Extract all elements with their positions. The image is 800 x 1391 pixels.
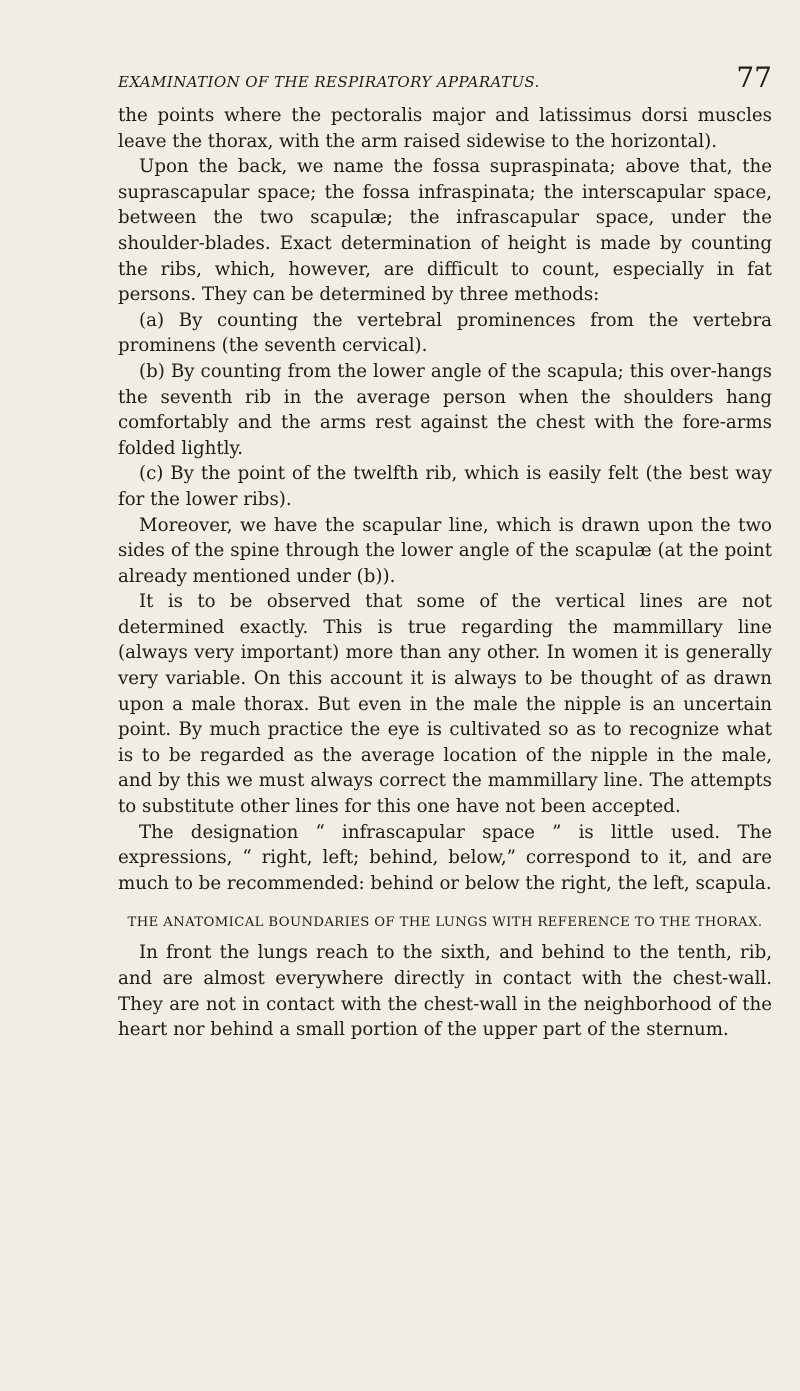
- paragraph-back-regions: Upon the back, we name the fossa supraspinata; above that, the suprascapular space; the fossa infraspinata; the interscapular space, between the two scapulæ; the infrascapular space, under the shoulder-blades. Exact determination of height is made by counting the ribs, which, however, are difficult to count, especially in fat persons. They can be determined by three methods:: [118, 156, 772, 306]
- page-body: [118, 103, 772, 1043]
- page-number: 77: [736, 61, 772, 94]
- paragraph-lung-boundaries: In front the lungs reach to the sixth, and behind to the tenth, rib, and are almost everywhere directly in contact with the chest-wall. They are not in contact with the chest-wall in the neighborhood of the heart nor behind a small portion of the upper part of the sternum.: [118, 942, 772, 1041]
- paragraph-mammillary-line: It is to be observed that some of the vertical lines are not determined exactly. This is true regarding the mammillary line (always very important) more than any other. In women it is generally very variable. On this account it is always to be thought of as drawn upon a male thorax. But even in the male the nipple is an uncertain point. By much practice the eye is cultivated so as to recognize what is to be regarded as the average location of the nipple in the male, and by this we must always correct the mammillary line. The attempts to substitute other lines for this one have not been accepted.: [118, 591, 772, 818]
- paragraph-designation: The designation “ infrascapular space ” is little used. The expressions, “ right, left; behind, below,” correspond to it, and are much to be recommended: behind or below the right, the left, scapula.: [118, 821, 772, 894]
- paragraph-scapular-line: Moreover, we have the scapular line, which is drawn upon the two sides of the spine through the lower angle of the scapulæ (at the point already mentioned under (b)).: [118, 514, 772, 587]
- section-heading: THE ANATOMICAL BOUNDARIES OF THE LUNGS WITH REFERENCE TO THE THORAX.: [127, 915, 763, 931]
- page-header: [118, 61, 772, 94]
- paragraph-continuation: the points where the pectoralis major and latissimus dorsi muscles leave the thorax, with the arm raised sidewise to the horizontal).: [118, 105, 772, 152]
- paragraph-method-b: (b) By counting from the lower angle of the scapula; this over-hangs the seventh rib in the average person when the shoulders hang comfortably and the arms rest against the chest with the fore-arms folded lightly.: [118, 360, 772, 459]
- paragraph-method-a: (a) By counting the vertebral prominences from the vertebra prominens (the seventh cervical).: [118, 309, 772, 357]
- running-title: EXAMINATION OF THE RESPIRATORY APPARATUS.: [118, 73, 540, 91]
- paragraph-method-c: (c) By the point of the twelfth rib, which is easily felt (the best way for the lower ribs).: [118, 463, 772, 510]
